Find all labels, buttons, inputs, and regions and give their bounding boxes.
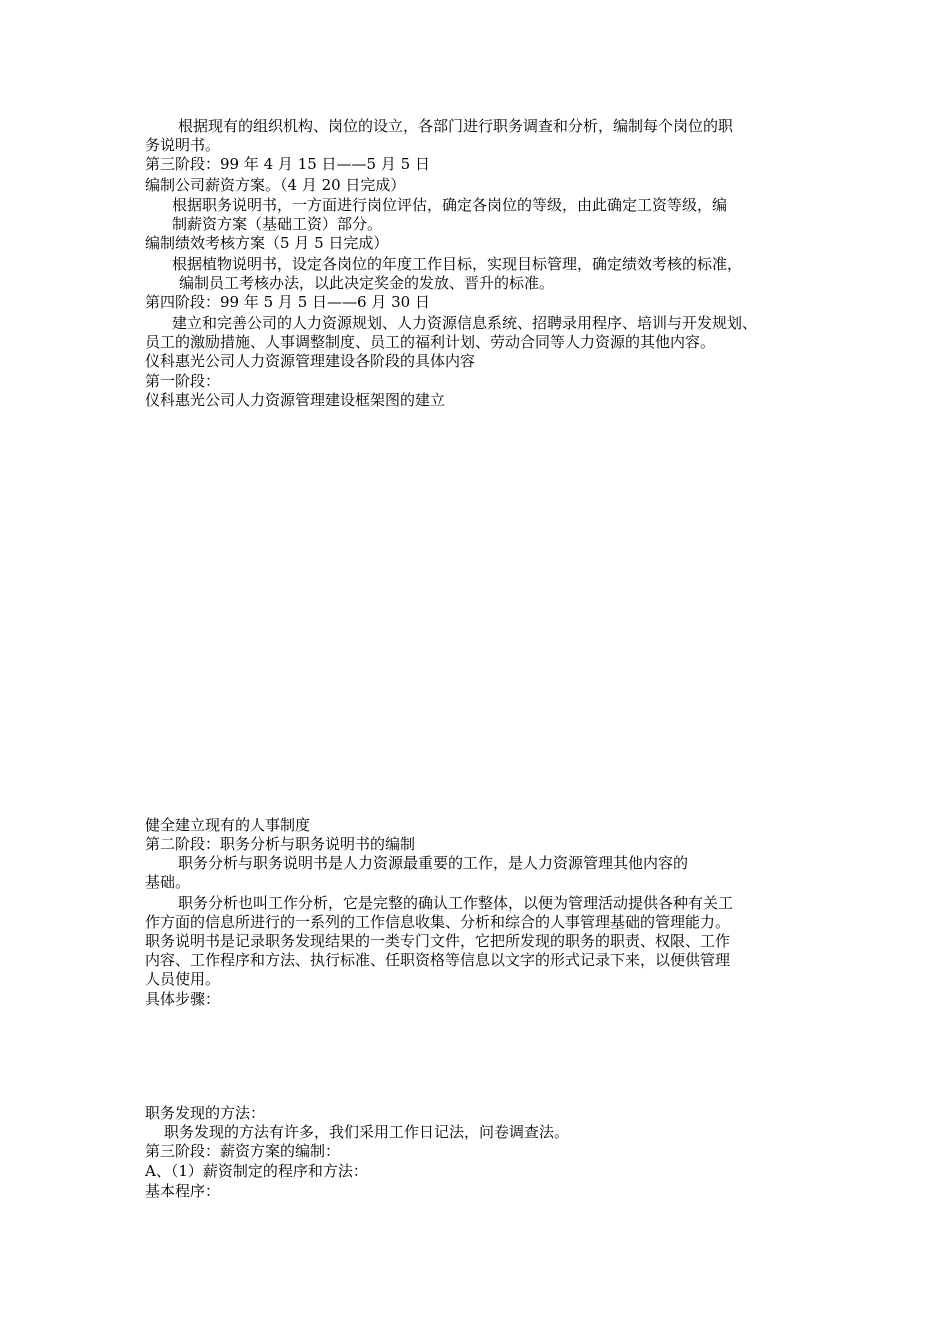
- text-line: A、（1）薪资制定的程序和方法：: [145, 1162, 368, 1180]
- text-line: 职务说明书是记录职务发现结果的一类专门文件，它把所发现的职务的职责、权限、工作: [145, 932, 731, 950]
- text-line: 编制员工考核办法，以此决定奖金的发放、晋升的标准。: [179, 274, 555, 292]
- text-line: 编制公司薪资方案。（4 月 20 日完成）: [145, 176, 406, 194]
- text-line: 根据职务说明书，一方面进行岗位评估，确定各岗位的等级，由此确定工资等级，编: [172, 196, 728, 214]
- text-line: 务说明书。: [145, 136, 221, 154]
- text-line: 职务分析与职务说明书是人力资源最重要的工作，是人力资源管理其他内容的: [178, 854, 689, 872]
- text-line: 人员使用。: [145, 970, 221, 988]
- text-line: 根据植物说明书，设定各岗位的年度工作目标，实现目标管理，确定绩效考核的标准，: [172, 255, 743, 273]
- text-line: 职务分析也叫工作分析，它是完整的确认工作整体，以便为管理活动提供各种有关工: [178, 894, 734, 912]
- text-line: 作方面的信息所进行的一系列的工作信息收集、分析和综合的人事管理基础的管理能力。: [145, 913, 731, 931]
- text-line: 具体步骤：: [145, 990, 221, 1008]
- section-heading: 仪科惠光公司人力资源管理建设各阶段的具体内容: [145, 352, 476, 370]
- text-line: 根据现有的组织机构、岗位的设立，各部门进行职务调查和分析，编制每个岗位的职: [178, 117, 734, 135]
- text-line: 职务发现的方法有许多，我们采用工作日记法，问卷调查法。: [164, 1123, 570, 1141]
- stage-heading: 第三阶段：薪资方案的编制：: [145, 1142, 341, 1160]
- text-line: 基本程序：: [145, 1182, 221, 1200]
- text-line: 建立和完善公司的人力资源规划、人力资源信息系统、招聘录用程序、培训与开发规划、: [172, 314, 758, 332]
- stage-heading: 第三阶段：99 年 4 月 15 日——5 月 5 日: [145, 155, 430, 173]
- text-line: 编制绩效考核方案（5 月 5 日完成）: [145, 234, 389, 252]
- text-line: 制薪资方案（基础工资）部分。: [172, 215, 383, 233]
- text-line: 职务发现的方法：: [145, 1104, 266, 1122]
- text-line: 内容、工作程序和方法、执行标准、任职资格等信息以文字的形式记录下来，以便供管理: [145, 951, 731, 969]
- text-line: 健全建立现有的人事制度: [145, 816, 311, 834]
- stage-heading: 第二阶段：职务分析与职务说明书的编制: [145, 835, 416, 853]
- text-line: 员工的激励措施、人事调整制度、员工的福利计划、劳动合同等人力资源的其他内容。: [145, 333, 716, 351]
- stage-heading: 第四阶段：99 年 5 月 5 日——6 月 30 日: [145, 293, 430, 311]
- text-line: 仪科惠光公司人力资源管理建设框架图的建立: [145, 391, 446, 409]
- stage-heading: 第一阶段：: [145, 372, 221, 390]
- text-line: 基础。: [145, 873, 191, 891]
